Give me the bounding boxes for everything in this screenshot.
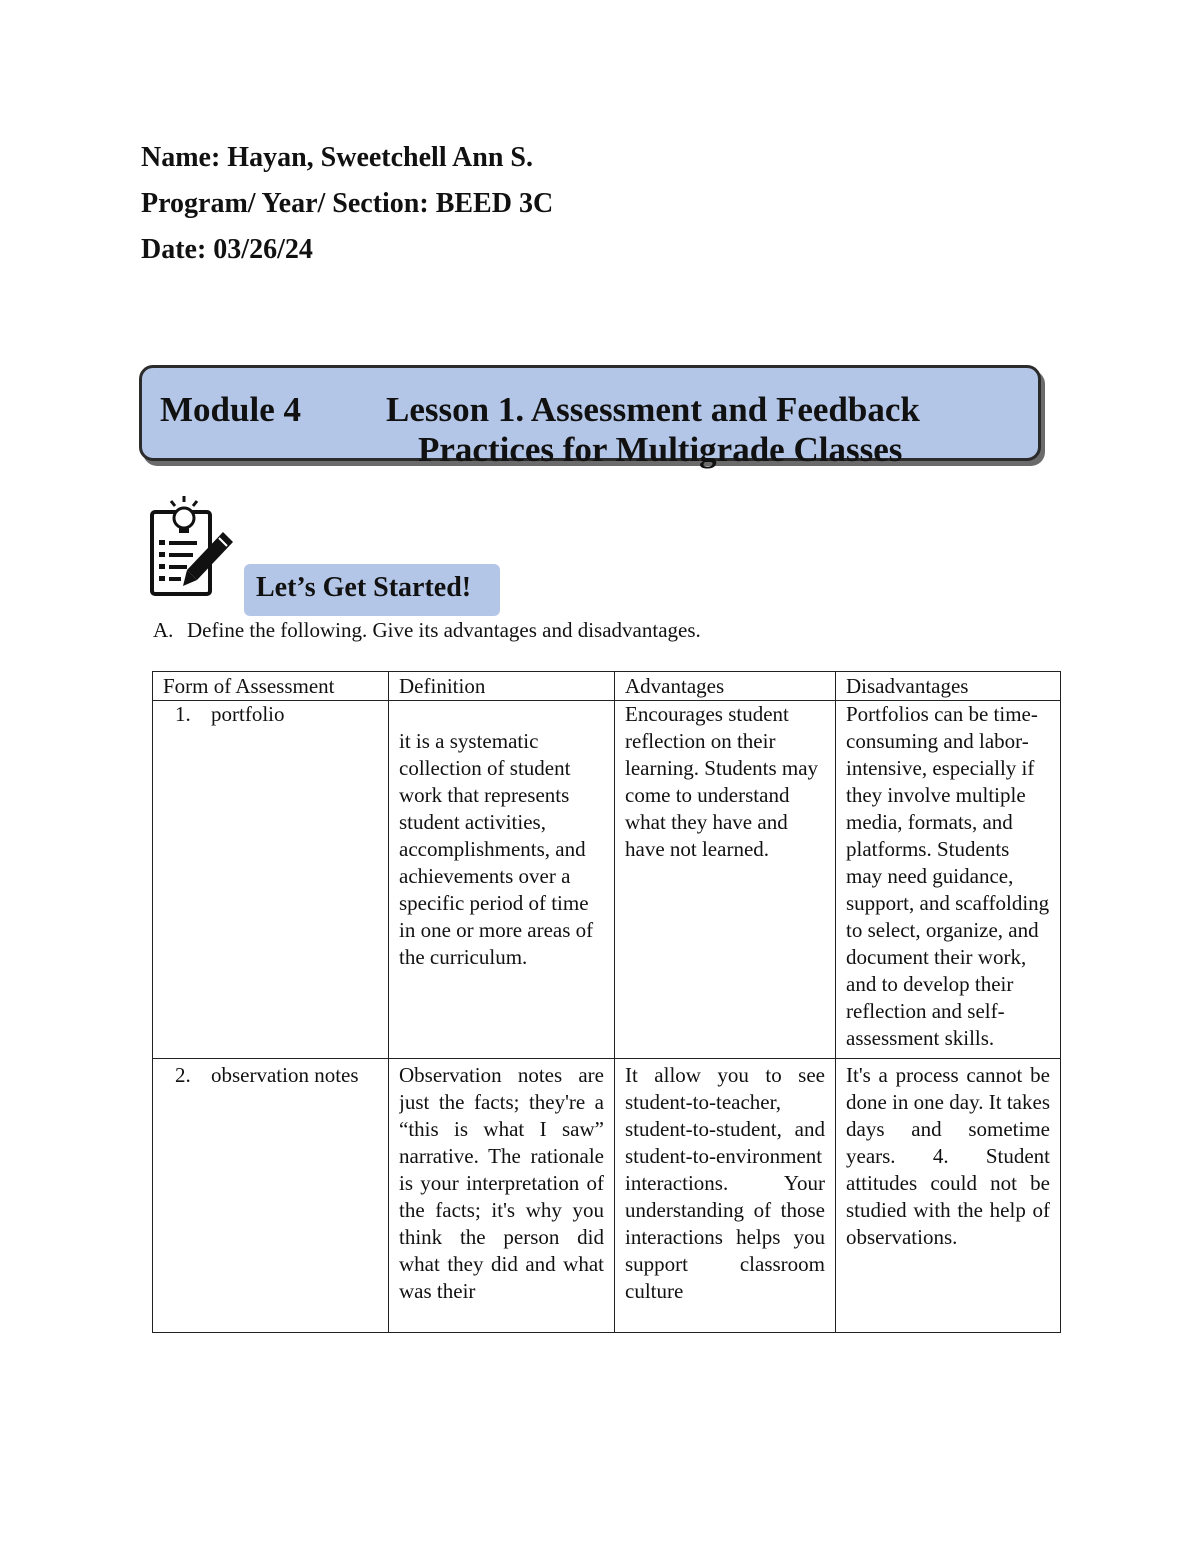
row-number: 2.	[175, 1063, 191, 1087]
header-advantages: Advantages	[615, 672, 836, 701]
table-row	[153, 701, 1061, 1059]
instruction-letter: A.	[153, 618, 174, 642]
lesson-title-line2: Practices for Multigrade Classes	[418, 430, 903, 469]
lesson-title-line1: Lesson 1. Assessment and Feedback	[386, 390, 920, 429]
student-name-line	[141, 142, 533, 174]
table-row	[153, 1059, 1061, 1333]
definition-cell: it is a systematic collection of student work that represents student activities, accomplishments, and achievements over a specific period of time in one or more areas of the curriculum.	[389, 701, 615, 1059]
disadvantages-cell: Portfolios can be time-consuming and labor-intensive, especially if they involve multiple media, formats, and platforms. Students may need guidance, support, and scaffolding to select, organize, and document their work, and to develop their reflection and self-assessment skills.	[836, 701, 1061, 1059]
module-label: Module 4	[160, 390, 301, 429]
date-label: Date:	[141, 234, 207, 265]
form-name: observation notes	[211, 1063, 359, 1087]
form-cell	[153, 1059, 389, 1333]
advantages-text: It allow you to see student-to-teacher, student-to-student, and student-to-environment interactions. Your understanding of those interactions helps you support classroom culture	[625, 1063, 825, 1303]
program-label: Program/ Year/ Section:	[141, 188, 429, 219]
header-definition: Definition	[389, 672, 615, 701]
name-value: Hayan, Sweetchell Ann S.	[227, 142, 533, 173]
advantages-cell	[615, 1059, 836, 1333]
form-name: portfolio	[211, 702, 285, 726]
instruction-text: Define the following. Give its advantages and disadvantages.	[187, 618, 701, 642]
header-form: Form of Assessment	[153, 672, 389, 701]
advantages-cell: Encourages student reflection on their learning. Students may come to understand what they have and have not learned.	[615, 701, 836, 1059]
form-cell	[153, 701, 389, 1059]
assessment-table	[152, 671, 1061, 1333]
instruction-a	[153, 616, 701, 644]
disadvantages-cell	[836, 1059, 1061, 1333]
disadvantages-text: It's a process cannot be done in one day. It takes days and sometime years. 4. Student attitudes could not be studied with the help of observations.	[846, 1063, 1050, 1249]
lightbulb-checklist-pencil-icon	[147, 494, 235, 598]
header-disadvantages: Disadvantages	[836, 672, 1061, 701]
lets-get-started-title: Let’s Get Started!	[256, 572, 472, 603]
name-label: Name:	[141, 142, 221, 173]
definition-cell	[389, 1059, 615, 1333]
definition-text: Observation notes are just the facts; they're a “this is what I saw” narrative. The rationale is your interpretation of the facts; it's why you think the person did what they did and what was their	[399, 1063, 604, 1303]
program-value: BEED 3C	[435, 188, 554, 219]
date-value: 03/26/24	[213, 234, 313, 265]
program-line	[141, 188, 553, 220]
date-line	[141, 234, 313, 266]
row-number: 1.	[175, 702, 191, 726]
table-header-row	[153, 672, 1061, 701]
